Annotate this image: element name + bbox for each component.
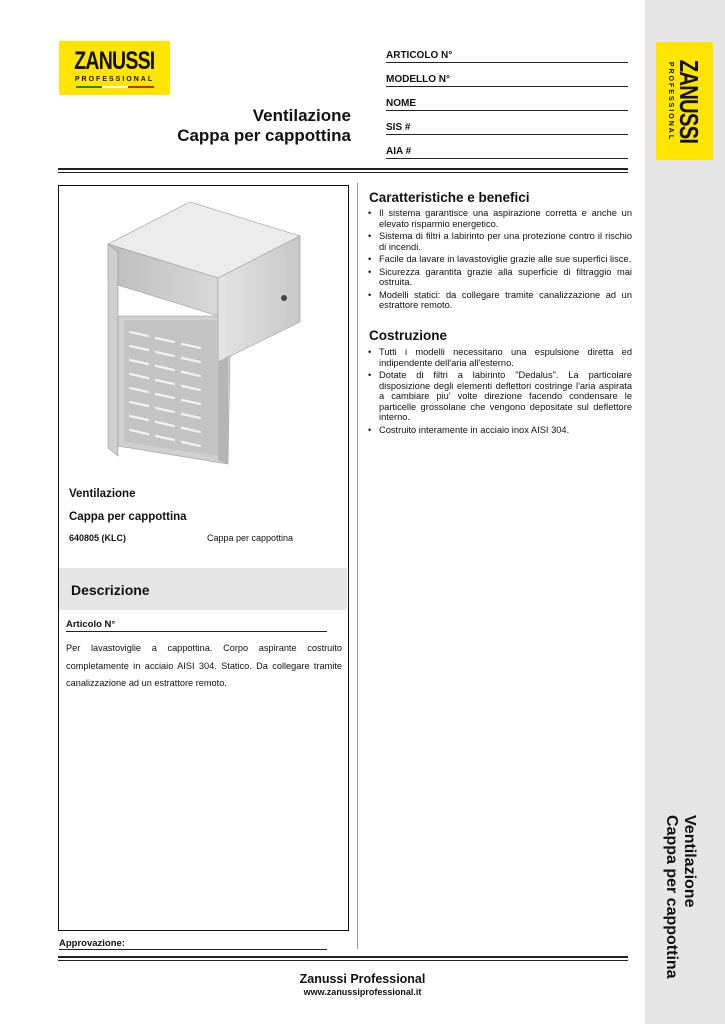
header-fields [386,47,628,159]
field-nome: NOME [386,87,628,111]
page-title [177,106,351,146]
product-code: 640805 (KLC) [69,533,127,543]
footer-company: Zanussi Professional [299,972,426,986]
approval-line [59,949,327,950]
side-logo-brand: ZANUSSI [674,59,704,143]
title-line2: Cappa per cappottina [177,126,351,145]
list-item: • Tutti i modelli necessitano una espulsione diretta ed indipendente dell'aria all'esterno. [367,347,632,368]
hood-image [100,196,310,468]
product-code-desc: Cappa per cappottina [207,533,294,543]
zanussi-logo [59,41,170,95]
article-line [66,631,327,632]
features-title: Caratteristiche e benefici [369,190,530,205]
logo-brand: ZANUSSI [74,46,155,75]
logo-sub: PROFESSIONAL [74,75,155,83]
field-articolo: ARTICOLO N° [386,47,628,63]
construction-title: Costruzione [369,328,448,343]
zanussi-side-logo [656,42,713,160]
field-aia: AIA # [386,135,628,159]
description-header [59,568,347,610]
footer-url: www.zanussiprofessional.it [303,987,422,997]
field-sis: SIS # [386,111,628,135]
description-text: Per lavastoviglie a cappottina. Corpo aspirante costruito completamente in acciaio AISI 304. Statico. Da collegare tramite canalizzazione ad un estrattore remoto. [66,643,342,688]
list-item: • Dotate di filtri a labirinto "Dedalus". La particolare disposizione degli elementi deflettori costringe l'aria aspirata a cambiare piu' volte direzione facendo condensare le particelle grossolane che vengono depositate sul deflettore interno. [367,370,632,423]
list-item: • Costruito interamente in acciaio inox AISI 304. [367,425,632,436]
vertical-title-line1: Ventilazione [681,815,698,908]
article-label: Articolo N° [66,619,116,630]
construction-list [367,347,632,437]
header-rule-thin [58,172,628,173]
flag-stripe [76,86,154,88]
list-item: • Modelli statici: da collegare tramite canalizzazione ad un estrattore remoto. [367,290,632,311]
list-item: • Il sistema garantisce una aspirazione corretta e anche un elevato risparmio energetico. [367,208,632,229]
field-modello: MODELLO N° [386,63,628,87]
vertical-title-line2: Cappa per cappottina [663,815,680,979]
footer-rule [58,956,628,958]
approval-label: Approvazione: [59,938,125,949]
list-item: • Sicurezza garantita grazie alla superficie di filtraggio mai ostruita. [367,267,632,288]
list-item: • Facile da lavare in lavastoviglie grazie alle sue superfici lisce. [367,254,632,265]
product-category: Ventilazione [69,488,136,500]
features-list [367,208,632,313]
side-logo-sub: PROFESSIONAL [667,61,674,141]
list-item: • Sistema di filtri a labirinto per una protezione contro il rischio di incendi. [367,231,632,252]
description-title: Descrizione [71,582,150,598]
footer-rule-thin [58,960,628,961]
vertical-title [662,815,698,979]
column-divider [357,183,358,949]
header-rule [58,168,628,170]
title-line1: Ventilazione [252,106,351,125]
product-name: Cappa per cappottina [69,511,187,523]
